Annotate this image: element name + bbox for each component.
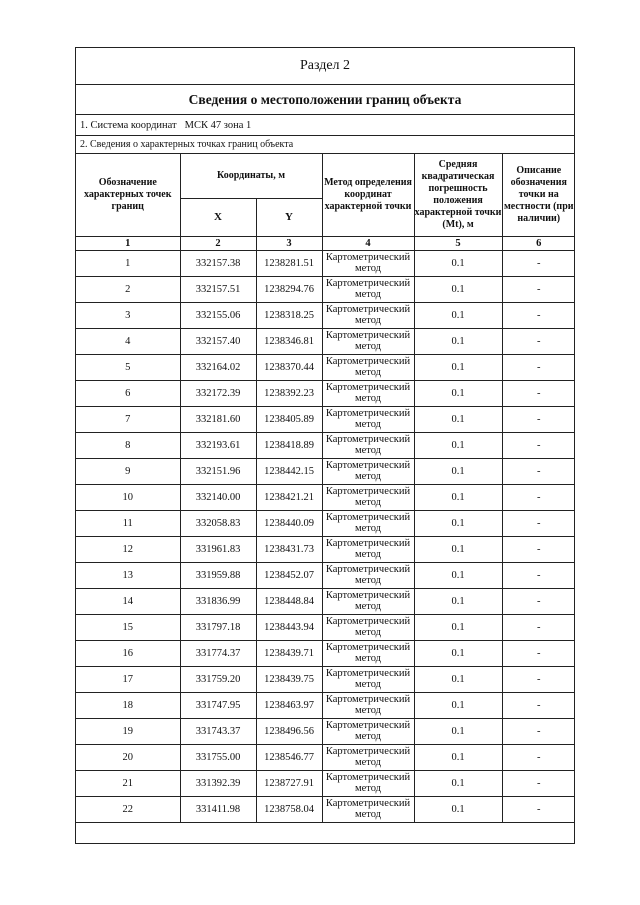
error-cell: 0.1 [414, 744, 502, 770]
description-cell: - [502, 640, 575, 666]
point-number-cell: 19 [76, 718, 180, 744]
x-coordinate-cell: 331743.37 [180, 718, 256, 744]
x-coordinate-cell: 331747.95 [180, 692, 256, 718]
table-row [76, 432, 575, 458]
column-number: 1 [76, 236, 180, 250]
x-coordinate-cell: 331392.39 [180, 770, 256, 796]
description-cell: - [502, 744, 575, 770]
points-caption: 2. Сведения о характерных точках границ объекта [76, 136, 574, 154]
method-cell: Картометрический метод [322, 484, 414, 510]
point-number-cell: 12 [76, 536, 180, 562]
x-coordinate-cell: 332157.51 [180, 276, 256, 302]
method-cell: Картометрический метод [322, 276, 414, 302]
y-coordinate-cell: 1238405.89 [256, 406, 322, 432]
y-coordinate-cell: 1238546.77 [256, 744, 322, 770]
x-coordinate-cell: 331774.37 [180, 640, 256, 666]
y-coordinate-cell: 1238440.09 [256, 510, 322, 536]
error-cell: 0.1 [414, 796, 502, 822]
table-row [76, 692, 575, 718]
method-cell: Картометрический метод [322, 328, 414, 354]
point-number-cell: 15 [76, 614, 180, 640]
description-cell: - [502, 562, 575, 588]
error-cell: 0.1 [414, 302, 502, 328]
section-subtitle: Сведения о местоположении границ объекта [76, 85, 574, 115]
description-cell: - [502, 432, 575, 458]
x-coordinate-cell: 332181.60 [180, 406, 256, 432]
description-cell: - [502, 328, 575, 354]
x-coordinate-cell: 331797.18 [180, 614, 256, 640]
table-row [76, 406, 575, 432]
error-cell: 0.1 [414, 536, 502, 562]
header-error: Средняя квадратическая погрешность положения характерной точки (Mt), м [414, 154, 502, 236]
description-cell: - [502, 250, 575, 276]
point-number-cell: 17 [76, 666, 180, 692]
point-number-cell: 11 [76, 510, 180, 536]
x-coordinate-cell: 332140.00 [180, 484, 256, 510]
coordinate-system-label: 1. Система координат [80, 119, 177, 131]
x-coordinate-cell: 332193.61 [180, 432, 256, 458]
method-cell: Картометрический метод [322, 614, 414, 640]
point-number-cell: 6 [76, 380, 180, 406]
method-cell: Картометрический метод [322, 510, 414, 536]
error-cell: 0.1 [414, 354, 502, 380]
table-row [76, 276, 575, 302]
table-row [76, 250, 575, 276]
error-cell: 0.1 [414, 640, 502, 666]
point-number-cell: 10 [76, 484, 180, 510]
method-cell: Картометрический метод [322, 718, 414, 744]
y-coordinate-cell: 1238421.21 [256, 484, 322, 510]
method-cell: Картометрический метод [322, 302, 414, 328]
method-cell: Картометрический метод [322, 536, 414, 562]
method-cell: Картометрический метод [322, 562, 414, 588]
x-coordinate-cell: 332172.39 [180, 380, 256, 406]
method-cell: Картометрический метод [322, 458, 414, 484]
description-cell: - [502, 458, 575, 484]
description-cell: - [502, 770, 575, 796]
y-coordinate-cell: 1238452.07 [256, 562, 322, 588]
header-x: X [180, 198, 256, 236]
description-cell: - [502, 510, 575, 536]
y-coordinate-cell: 1238727.91 [256, 770, 322, 796]
method-cell: Картометрический метод [322, 250, 414, 276]
point-number-cell: 7 [76, 406, 180, 432]
error-cell: 0.1 [414, 562, 502, 588]
table-row [76, 796, 575, 822]
description-cell: - [502, 692, 575, 718]
error-cell: 0.1 [414, 666, 502, 692]
point-number-cell: 22 [76, 796, 180, 822]
x-coordinate-cell: 331959.88 [180, 562, 256, 588]
error-cell: 0.1 [414, 328, 502, 354]
column-number-row [76, 236, 575, 250]
error-cell: 0.1 [414, 484, 502, 510]
method-cell: Картометрический метод [322, 770, 414, 796]
point-number-cell: 1 [76, 250, 180, 276]
error-cell: 0.1 [414, 510, 502, 536]
error-cell: 0.1 [414, 380, 502, 406]
y-coordinate-cell: 1238318.25 [256, 302, 322, 328]
method-cell: Картометрический метод [322, 666, 414, 692]
description-cell: - [502, 406, 575, 432]
point-number-cell: 14 [76, 588, 180, 614]
error-cell: 0.1 [414, 432, 502, 458]
table-row [76, 302, 575, 328]
description-cell: - [502, 796, 575, 822]
x-coordinate-cell: 332164.02 [180, 354, 256, 380]
x-coordinate-cell: 332058.83 [180, 510, 256, 536]
table-row [76, 562, 575, 588]
x-coordinate-cell: 331759.20 [180, 666, 256, 692]
description-cell: - [502, 666, 575, 692]
table-row [76, 770, 575, 796]
method-cell: Картометрический метод [322, 588, 414, 614]
table-row [76, 614, 575, 640]
point-number-cell: 4 [76, 328, 180, 354]
y-coordinate-cell: 1238418.89 [256, 432, 322, 458]
point-number-cell: 9 [76, 458, 180, 484]
table-row [76, 744, 575, 770]
point-number-cell: 2 [76, 276, 180, 302]
y-coordinate-cell: 1238463.97 [256, 692, 322, 718]
error-cell: 0.1 [414, 250, 502, 276]
y-coordinate-cell: 1238758.04 [256, 796, 322, 822]
description-cell: - [502, 588, 575, 614]
point-number-cell: 18 [76, 692, 180, 718]
x-coordinate-cell: 331755.00 [180, 744, 256, 770]
description-cell: - [502, 276, 575, 302]
point-number-cell: 3 [76, 302, 180, 328]
error-cell: 0.1 [414, 614, 502, 640]
header-point: Обозначение характерных точек границ [76, 154, 180, 236]
x-coordinate-cell: 331961.83 [180, 536, 256, 562]
y-coordinate-cell: 1238392.23 [256, 380, 322, 406]
empty-trailing-row [76, 822, 575, 855]
method-cell: Картометрический метод [322, 380, 414, 406]
method-cell: Картометрический метод [322, 692, 414, 718]
table-row [76, 458, 575, 484]
method-cell: Картометрический метод [322, 406, 414, 432]
document-frame [75, 47, 575, 844]
table-row [76, 354, 575, 380]
error-cell: 0.1 [414, 692, 502, 718]
error-cell: 0.1 [414, 276, 502, 302]
description-cell: - [502, 718, 575, 744]
column-number: 4 [322, 236, 414, 250]
table-row [76, 380, 575, 406]
point-number-cell: 8 [76, 432, 180, 458]
y-coordinate-cell: 1238281.51 [256, 250, 322, 276]
description-cell: - [502, 380, 575, 406]
y-coordinate-cell: 1238439.71 [256, 640, 322, 666]
y-coordinate-cell: 1238439.75 [256, 666, 322, 692]
point-number-cell: 21 [76, 770, 180, 796]
table-row [76, 666, 575, 692]
coordinate-system-line [76, 115, 574, 136]
error-cell: 0.1 [414, 770, 502, 796]
table-row [76, 588, 575, 614]
section-title: Раздел 2 [76, 48, 574, 85]
y-coordinate-cell: 1238431.73 [256, 536, 322, 562]
point-number-cell: 5 [76, 354, 180, 380]
error-cell: 0.1 [414, 588, 502, 614]
y-coordinate-cell: 1238346.81 [256, 328, 322, 354]
point-number-cell: 13 [76, 562, 180, 588]
column-number: 2 [180, 236, 256, 250]
point-number-cell: 20 [76, 744, 180, 770]
description-cell: - [502, 302, 575, 328]
header-coords: Координаты, м [180, 154, 322, 198]
error-cell: 0.1 [414, 458, 502, 484]
x-coordinate-cell: 332157.38 [180, 250, 256, 276]
method-cell: Картометрический метод [322, 432, 414, 458]
error-cell: 0.1 [414, 718, 502, 744]
table-row [76, 640, 575, 666]
column-number: 6 [502, 236, 575, 250]
table-row [76, 510, 575, 536]
error-cell: 0.1 [414, 406, 502, 432]
table-row [76, 328, 575, 354]
table-row [76, 718, 575, 744]
x-coordinate-cell: 332157.40 [180, 328, 256, 354]
header-method: Метод определения координат характерной точки [322, 154, 414, 236]
header-description: Описание обозначения точки на местности (при наличии) [502, 154, 575, 236]
coordinate-system-value: МСК 47 зона 1 [184, 119, 252, 131]
description-cell: - [502, 484, 575, 510]
description-cell: - [502, 354, 575, 380]
y-coordinate-cell: 1238370.44 [256, 354, 322, 380]
y-coordinate-cell: 1238496.56 [256, 718, 322, 744]
y-coordinate-cell: 1238443.94 [256, 614, 322, 640]
description-cell: - [502, 536, 575, 562]
y-coordinate-cell: 1238448.84 [256, 588, 322, 614]
boundary-points-table [76, 154, 575, 855]
x-coordinate-cell: 332155.06 [180, 302, 256, 328]
header-y: Y [256, 198, 322, 236]
method-cell: Картометрический метод [322, 640, 414, 666]
column-number: 3 [256, 236, 322, 250]
x-coordinate-cell: 332151.96 [180, 458, 256, 484]
table-row [76, 536, 575, 562]
table-row [76, 484, 575, 510]
method-cell: Картометрический метод [322, 796, 414, 822]
x-coordinate-cell: 331411.98 [180, 796, 256, 822]
description-cell: - [502, 614, 575, 640]
y-coordinate-cell: 1238442.15 [256, 458, 322, 484]
empty-cell [76, 822, 575, 855]
y-coordinate-cell: 1238294.76 [256, 276, 322, 302]
x-coordinate-cell: 331836.99 [180, 588, 256, 614]
method-cell: Картометрический метод [322, 744, 414, 770]
method-cell: Картометрический метод [322, 354, 414, 380]
column-number: 5 [414, 236, 502, 250]
table-body [76, 250, 575, 855]
point-number-cell: 16 [76, 640, 180, 666]
